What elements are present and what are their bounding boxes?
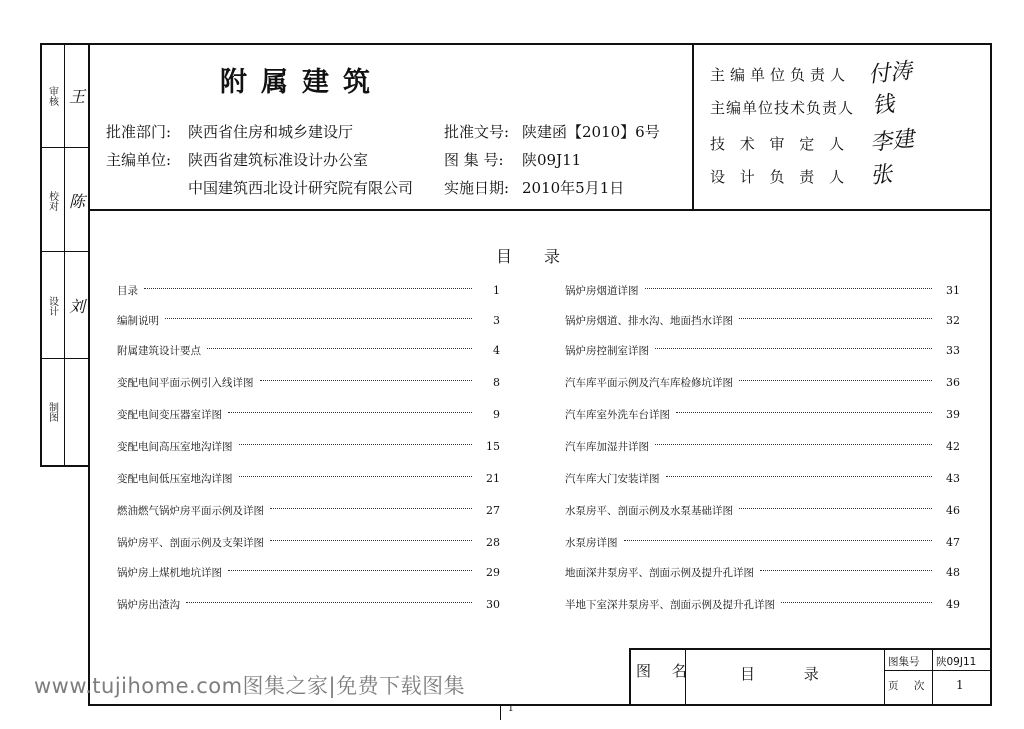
toc-leader-dots <box>666 476 933 477</box>
toc-leader-dots <box>144 288 472 289</box>
title-block-border <box>629 648 992 650</box>
toc-leader-dots <box>270 540 472 541</box>
bottom-mark: 1 <box>508 704 514 714</box>
toc-item-page: 3 <box>493 313 500 327</box>
editor-1: 陕西省建筑标准设计办公室 <box>188 151 369 169</box>
signature-tech-review: 李建 <box>869 126 916 157</box>
toc-item <box>565 596 960 612</box>
toc-item-page: 49 <box>946 597 960 611</box>
strip-label-draw: 制图 <box>46 402 58 422</box>
toc-item-label: 汽车库加湿井详图 <box>565 440 649 453</box>
impl-date: 2010年5月1日 <box>522 179 625 197</box>
toc-leader-dots <box>228 412 472 413</box>
toc-item <box>565 374 960 390</box>
toc-item-label: 水泵房详图 <box>565 536 618 549</box>
toc-item-page: 42 <box>946 439 960 453</box>
editor-2: 中国建筑西北设计研究院有限公司 <box>188 179 414 197</box>
approval-dept: 陕西省住房和城乡建设厅 <box>188 123 354 141</box>
toc-item <box>565 470 960 486</box>
role-chief-unit: 主编单位负责人 <box>710 66 851 84</box>
toc-item <box>565 534 960 550</box>
toc-item-page: 39 <box>946 407 960 421</box>
toc-item <box>117 534 500 550</box>
toc-item-label: 水泵房平、剖面示例及水泵基础详图 <box>565 504 733 517</box>
toc-leader-dots <box>655 444 932 445</box>
toc-item <box>117 374 500 390</box>
title-block-atlas-label: 图集号 <box>888 656 920 668</box>
roles-divider <box>692 43 694 209</box>
strip-signature-review: 王 <box>66 88 86 104</box>
header-divider <box>88 209 992 211</box>
toc-item-label: 锅炉房控制室详图 <box>565 344 649 357</box>
toc-item <box>117 502 500 518</box>
toc-item-page: 47 <box>946 535 960 549</box>
toc-leader-dots <box>624 540 933 541</box>
toc-item-label: 目录 <box>117 284 138 297</box>
toc-item <box>565 342 960 358</box>
toc-item-label: 变配电间低压室地沟详图 <box>117 472 233 485</box>
toc-item <box>565 502 960 518</box>
toc-item-page: 43 <box>946 471 960 485</box>
toc-item <box>117 596 500 612</box>
toc-item-page: 48 <box>946 565 960 579</box>
toc-item-label: 变配电间平面示例引入线详图 <box>117 376 254 389</box>
bottom-tick <box>500 706 501 720</box>
toc-item-label: 锅炉房烟道详图 <box>565 284 639 297</box>
toc-item <box>117 564 500 580</box>
role-design-lead: 设 计 负 责 人 <box>710 168 850 186</box>
toc-item-page: 21 <box>486 471 500 485</box>
toc-leader-dots <box>645 288 933 289</box>
toc-item <box>565 312 960 328</box>
toc-item-label: 地面深井泵房平、剖面示例及提升孔详图 <box>565 566 754 579</box>
toc-leader-dots <box>270 508 472 509</box>
signature-technical-chief: 钱 <box>870 91 896 120</box>
toc-item <box>117 312 500 328</box>
signature-design-lead: 张 <box>868 161 894 190</box>
toc-leader-dots <box>655 348 932 349</box>
signature-chief-unit: 付涛 <box>867 58 914 89</box>
toc-leader-dots <box>207 348 472 349</box>
toc-item-page: 15 <box>486 439 500 453</box>
strip-label-design: 设计 <box>46 296 58 316</box>
toc-item-label: 锅炉房平、剖面示例及支架详图 <box>117 536 264 549</box>
toc-item-page: 27 <box>486 503 500 517</box>
toc-leader-dots <box>228 570 472 571</box>
toc-leader-dots <box>781 602 932 603</box>
toc-leader-dots <box>186 602 472 603</box>
toc-item-label: 锅炉房烟道、排水沟、地面挡水详图 <box>565 314 733 327</box>
atlas-no: 陕09J11 <box>522 151 582 169</box>
toc-item-label: 汽车库平面示例及汽车库检修坑详图 <box>565 376 733 389</box>
approval-doc-label: 批准文号: <box>444 123 510 141</box>
toc-item-label: 锅炉房出渣沟 <box>117 598 180 611</box>
toc-item <box>117 406 500 422</box>
toc-leader-dots <box>239 444 473 445</box>
title-block-page-label: 页 次 <box>888 680 931 692</box>
toc-item-label: 变配电间高压室地沟详图 <box>117 440 233 453</box>
strip-label-review: 审核 <box>46 86 58 106</box>
title-block-name-value: 目 录 <box>740 665 841 683</box>
toc-item <box>117 470 500 486</box>
toc-leader-dots <box>739 380 932 381</box>
toc-item-label: 汽车库大门安装详图 <box>565 472 660 485</box>
toc-item <box>117 342 500 358</box>
toc-item <box>565 438 960 454</box>
toc-title: 目录 <box>496 247 593 266</box>
toc-leader-dots <box>260 380 473 381</box>
atlas-no-label: 图 集 号: <box>444 151 504 169</box>
strip-signature-draw <box>64 366 88 458</box>
toc-leader-dots <box>165 318 472 319</box>
toc-item <box>565 282 960 298</box>
editor-label: 主编单位: <box>106 151 172 169</box>
toc-item-page: 8 <box>493 375 500 389</box>
toc-item-label: 锅炉房上煤机地坑详图 <box>117 566 222 579</box>
toc-item-label: 燃油燃气锅炉房平面示例及详图 <box>117 504 264 517</box>
impl-date-label: 实施日期: <box>444 179 510 197</box>
strip-label-check: 校对 <box>46 191 58 211</box>
toc-item-page: 28 <box>486 535 500 549</box>
toc-item <box>565 564 960 580</box>
approval-dept-label: 批准部门: <box>106 123 172 141</box>
title-block-name-label: 图 名 <box>636 662 695 680</box>
toc-item-page: 46 <box>946 503 960 517</box>
toc-item-page: 9 <box>493 407 500 421</box>
toc-leader-dots <box>760 570 932 571</box>
toc-item-label: 编制说明 <box>117 314 159 327</box>
toc-leader-dots <box>676 412 932 413</box>
strip-signature-design: 刘 <box>66 298 86 314</box>
document-title: 附属建筑 <box>220 67 384 98</box>
approval-doc: 陕建函【2010】6号 <box>522 123 660 141</box>
toc-leader-dots <box>239 476 473 477</box>
title-block-atlas-value: 陕09J11 <box>936 656 977 668</box>
toc-item-label: 半地下室深井泵房平、剖面示例及提升孔详图 <box>565 598 775 611</box>
strip-signature-check: 陈 <box>66 193 86 209</box>
toc-item-page: 29 <box>486 565 500 579</box>
toc-item-page: 32 <box>946 313 960 327</box>
toc-item-label: 汽车库室外洗车台详图 <box>565 408 670 421</box>
toc-leader-dots <box>739 508 932 509</box>
watermark: www.tujihome.com图集之家|免费下载图集 <box>34 674 466 698</box>
toc-item-page: 30 <box>486 597 500 611</box>
toc-item-label: 附属建筑设计要点 <box>117 344 201 357</box>
toc-item-page: 1 <box>493 283 500 297</box>
role-technical-chief: 主编单位技术负责人 <box>710 99 855 117</box>
toc-item-label: 变配电间变压器室详图 <box>117 408 222 421</box>
toc-item-page: 31 <box>946 283 960 297</box>
toc-item <box>117 282 500 298</box>
role-tech-review: 技 术 审 定 人 <box>710 135 850 153</box>
toc-leader-dots <box>739 318 932 319</box>
toc-item <box>117 438 500 454</box>
toc-item-page: 33 <box>946 343 960 357</box>
toc-item-page: 4 <box>493 343 500 357</box>
toc-item <box>565 406 960 422</box>
title-block-page-value: 1 <box>956 678 964 692</box>
toc-item-page: 36 <box>946 375 960 389</box>
